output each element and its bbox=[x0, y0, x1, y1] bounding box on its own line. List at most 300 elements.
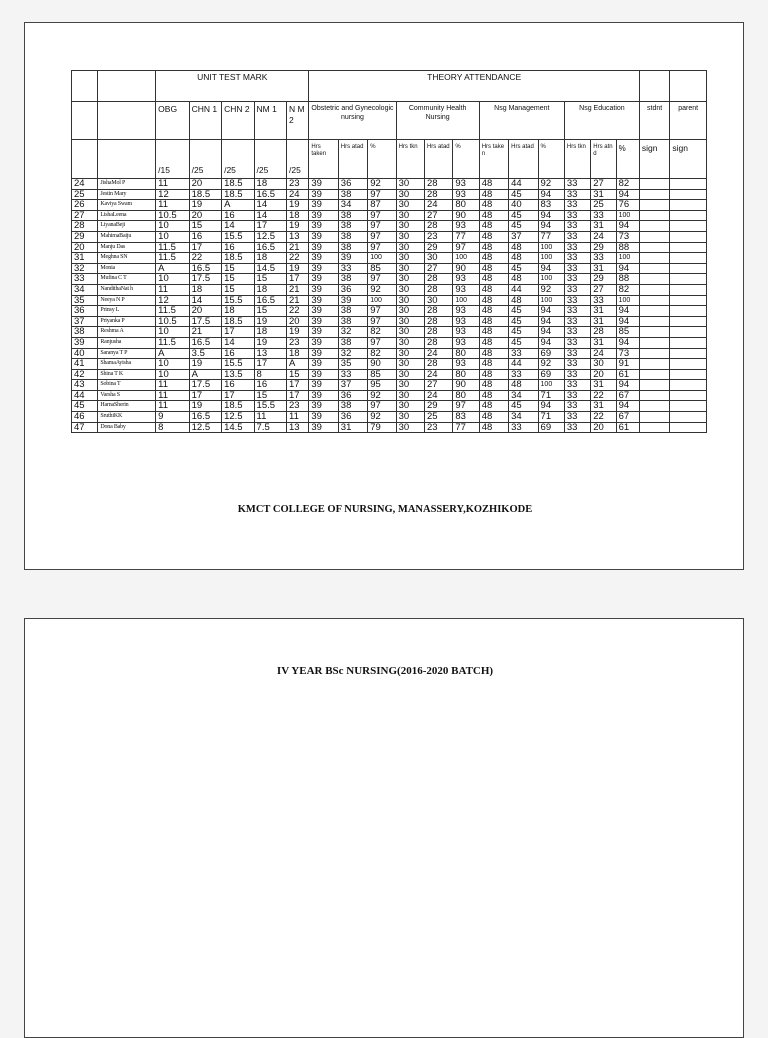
subject-header: N M 2 bbox=[287, 102, 309, 140]
attendance-cell: 38 bbox=[338, 189, 367, 200]
attendance-cell: 39 bbox=[309, 231, 338, 242]
attendance-cell: 39 bbox=[309, 401, 338, 412]
student-sign-cell bbox=[639, 401, 669, 412]
attendance-cell: 100 bbox=[453, 253, 479, 264]
attendance-cell: 27 bbox=[424, 263, 452, 274]
mark-cell: 19 bbox=[254, 316, 286, 327]
mark-cell: 18 bbox=[254, 179, 286, 190]
mark-cell: 12 bbox=[156, 295, 189, 306]
attendance-cell: 48 bbox=[479, 337, 508, 348]
attendance-cell: 28 bbox=[424, 359, 452, 370]
mark-cell: 15.5 bbox=[222, 231, 254, 242]
attendance-cell: 28 bbox=[424, 337, 452, 348]
document-page-1 bbox=[24, 22, 744, 570]
attendance-cell: 94 bbox=[616, 401, 639, 412]
mark-cell: 15 bbox=[254, 306, 286, 317]
attendance-cell: 33 bbox=[564, 422, 590, 433]
attendance-cell: 48 bbox=[479, 253, 508, 264]
attendance-cell: 39 bbox=[309, 380, 338, 391]
parent-sign-cell bbox=[670, 295, 707, 306]
attendance-cell: 33 bbox=[564, 221, 590, 232]
serial-number: 37 bbox=[72, 316, 98, 327]
attendance-cell: 31 bbox=[591, 337, 616, 348]
mark-cell: 15 bbox=[222, 284, 254, 295]
student-sign-cell bbox=[639, 412, 669, 423]
attendance-cell: 48 bbox=[509, 253, 538, 264]
mark-cell: 17.5 bbox=[189, 316, 221, 327]
attendance-cell: 29 bbox=[424, 242, 452, 253]
mark-cell: 10 bbox=[156, 221, 189, 232]
subject-header: NM 1 bbox=[254, 102, 286, 140]
student-name: MahimaBaiju bbox=[98, 231, 156, 242]
attendance-cell: 30 bbox=[396, 422, 424, 433]
sub-header: Hrs atad bbox=[509, 140, 538, 179]
mark-cell: 17 bbox=[254, 221, 286, 232]
attendance-cell: 30 bbox=[396, 359, 424, 370]
attendance-cell: 93 bbox=[453, 221, 479, 232]
attendance-cell: 39 bbox=[309, 306, 338, 317]
mark-cell: 9 bbox=[156, 412, 189, 423]
attendance-cell: 80 bbox=[453, 348, 479, 359]
attendance-cell: 31 bbox=[591, 401, 616, 412]
attendance-cell: 48 bbox=[479, 189, 508, 200]
attendance-cell: 33 bbox=[564, 210, 590, 221]
student-name: LiyanaBeji bbox=[98, 221, 156, 232]
attendance-cell: 94 bbox=[616, 306, 639, 317]
attendance-cell: 31 bbox=[591, 306, 616, 317]
attendance-cell: 30 bbox=[396, 390, 424, 401]
batch-title: IV YEAR BSc NURSING(2016-2020 BATCH) bbox=[276, 665, 494, 677]
marks-attendance-table bbox=[71, 70, 707, 433]
student-name: Neeya N P bbox=[98, 295, 156, 306]
attendance-cell: 33 bbox=[564, 179, 590, 190]
serial-number: 38 bbox=[72, 327, 98, 338]
attendance-cell: 33 bbox=[564, 189, 590, 200]
attendance-cell: 82 bbox=[616, 284, 639, 295]
student-sign-cell bbox=[639, 274, 669, 285]
attendance-cell: 48 bbox=[509, 242, 538, 253]
attendance-cell: 45 bbox=[509, 189, 538, 200]
attendance-cell: 34 bbox=[338, 200, 367, 211]
attendance-cell: 32 bbox=[338, 327, 367, 338]
parent-sign-cell bbox=[670, 263, 707, 274]
serial-number: 46 bbox=[72, 412, 98, 423]
sub-header: Hrs atad bbox=[338, 140, 367, 179]
parent-sign-cell bbox=[670, 369, 707, 380]
attendance-cell: 48 bbox=[479, 200, 508, 211]
attendance-cell: 33 bbox=[564, 263, 590, 274]
mark-cell: 15 bbox=[222, 263, 254, 274]
attendance-cell: 33 bbox=[564, 327, 590, 338]
attendance-cell: 48 bbox=[479, 210, 508, 221]
student-name: Shina T K bbox=[98, 369, 156, 380]
attendance-cell: 92 bbox=[368, 179, 396, 190]
attendance-cell: 97 bbox=[453, 242, 479, 253]
attendance-cell: 97 bbox=[368, 401, 396, 412]
student-sign-cell bbox=[639, 348, 669, 359]
student-name: Dona Baby bbox=[98, 422, 156, 433]
attendance-cell: 83 bbox=[453, 412, 479, 423]
student-sign-cell bbox=[639, 295, 669, 306]
attendance-cell: 24 bbox=[424, 390, 452, 401]
attendance-cell: 33 bbox=[564, 316, 590, 327]
attendance-cell: 33 bbox=[338, 369, 367, 380]
table-row bbox=[72, 348, 707, 359]
parent-sign-cell bbox=[670, 231, 707, 242]
mark-cell: 12 bbox=[156, 189, 189, 200]
mark-cell: 17 bbox=[222, 327, 254, 338]
mark-cell: 15 bbox=[254, 274, 286, 285]
attendance-cell: 33 bbox=[564, 380, 590, 391]
table-row bbox=[72, 253, 707, 264]
mark-cell: 15.5 bbox=[254, 401, 286, 412]
attendance-cell: 82 bbox=[616, 179, 639, 190]
student-sign-cell bbox=[639, 316, 669, 327]
attendance-cell: 48 bbox=[509, 295, 538, 306]
max-mark: /25 bbox=[254, 140, 286, 179]
attendance-cell: 92 bbox=[368, 284, 396, 295]
parent-sign-cell bbox=[670, 210, 707, 221]
mark-cell: 14.5 bbox=[222, 422, 254, 433]
mark-cell: 17.5 bbox=[189, 274, 221, 285]
attendance-cell: 23 bbox=[424, 422, 452, 433]
student-name: LishaLeena bbox=[98, 210, 156, 221]
attendance-cell: 31 bbox=[591, 263, 616, 274]
mark-cell: 18 bbox=[287, 348, 309, 359]
attendance-cell: 35 bbox=[338, 359, 367, 370]
mark-cell: 20 bbox=[189, 210, 221, 221]
attendance-cell: 33 bbox=[564, 253, 590, 264]
attendance-cell: 83 bbox=[538, 200, 564, 211]
table-row bbox=[72, 422, 707, 433]
group-header: Nsg Education bbox=[564, 102, 639, 140]
attendance-cell: 76 bbox=[616, 200, 639, 211]
attendance-cell: 38 bbox=[338, 306, 367, 317]
attendance-cell: 38 bbox=[338, 337, 367, 348]
sub-header: Hrs taken bbox=[309, 140, 338, 179]
mark-cell: 15 bbox=[254, 390, 286, 401]
mark-cell: 11.5 bbox=[156, 306, 189, 317]
table-row bbox=[72, 231, 707, 242]
table-row bbox=[72, 263, 707, 274]
attendance-cell: 100 bbox=[616, 210, 639, 221]
mark-cell: A bbox=[156, 348, 189, 359]
attendance-cell: 94 bbox=[538, 337, 564, 348]
attendance-cell: 30 bbox=[396, 348, 424, 359]
mark-cell: 14 bbox=[222, 221, 254, 232]
attendance-cell: 45 bbox=[509, 401, 538, 412]
mark-cell: 16.5 bbox=[254, 295, 286, 306]
attendance-cell: 27 bbox=[591, 284, 616, 295]
attendance-cell: 30 bbox=[591, 359, 616, 370]
attendance-cell: 38 bbox=[338, 210, 367, 221]
attendance-cell: 28 bbox=[424, 221, 452, 232]
student-sign-cell bbox=[639, 221, 669, 232]
attendance-cell: 97 bbox=[368, 221, 396, 232]
attendance-cell: 30 bbox=[396, 369, 424, 380]
attendance-cell: 80 bbox=[453, 369, 479, 380]
college-name: KMCT COLLEGE OF NURSING, MANASSERY,KOZHIKODE bbox=[237, 504, 533, 515]
attendance-cell: 39 bbox=[309, 390, 338, 401]
student-name: NandithaNat h bbox=[98, 284, 156, 295]
serial-number: 25 bbox=[72, 189, 98, 200]
mark-cell: A bbox=[222, 200, 254, 211]
parent-header: parent bbox=[670, 102, 707, 140]
attendance-cell: 100 bbox=[538, 274, 564, 285]
attendance-cell: 25 bbox=[591, 200, 616, 211]
attendance-cell: 93 bbox=[453, 189, 479, 200]
attendance-cell: 100 bbox=[453, 295, 479, 306]
attendance-cell: 30 bbox=[396, 200, 424, 211]
attendance-cell: 44 bbox=[509, 359, 538, 370]
attendance-cell: 100 bbox=[538, 242, 564, 253]
sub-header: % bbox=[368, 140, 396, 179]
mark-cell: 19 bbox=[254, 337, 286, 348]
attendance-cell: 93 bbox=[453, 337, 479, 348]
attendance-cell: 36 bbox=[338, 412, 367, 423]
attendance-cell: 61 bbox=[616, 422, 639, 433]
parent-sign-cell bbox=[670, 242, 707, 253]
attendance-cell: 38 bbox=[338, 242, 367, 253]
serial-number: 34 bbox=[72, 284, 98, 295]
student-sign-cell bbox=[639, 390, 669, 401]
attendance-cell: 33 bbox=[509, 348, 538, 359]
attendance-cell: 20 bbox=[591, 369, 616, 380]
student-name: Saranya T P bbox=[98, 348, 156, 359]
stdnt-header: stdnt bbox=[639, 102, 669, 140]
attendance-cell: 33 bbox=[509, 422, 538, 433]
attendance-cell: 34 bbox=[509, 412, 538, 423]
attendance-cell: 30 bbox=[424, 295, 452, 306]
attendance-cell: 85 bbox=[368, 369, 396, 380]
mark-cell: 18 bbox=[254, 253, 286, 264]
mark-cell: 10 bbox=[156, 231, 189, 242]
mark-cell: 22 bbox=[287, 253, 309, 264]
mark-cell: 19 bbox=[287, 327, 309, 338]
attendance-cell: 28 bbox=[424, 274, 452, 285]
serial-number: 47 bbox=[72, 422, 98, 433]
attendance-cell: 33 bbox=[564, 401, 590, 412]
student-name: HarnaSherin bbox=[98, 401, 156, 412]
attendance-cell: 45 bbox=[509, 210, 538, 221]
serial-number: 43 bbox=[72, 380, 98, 391]
attendance-cell: 97 bbox=[368, 189, 396, 200]
attendance-cell: 82 bbox=[368, 327, 396, 338]
attendance-cell: 94 bbox=[616, 263, 639, 274]
mark-cell: 11 bbox=[156, 401, 189, 412]
attendance-cell: 39 bbox=[338, 253, 367, 264]
sub-header: Hrs tkn bbox=[396, 140, 424, 179]
attendance-cell: 93 bbox=[453, 306, 479, 317]
mark-cell: 3.5 bbox=[189, 348, 221, 359]
attendance-cell: 38 bbox=[338, 221, 367, 232]
mark-cell: 18 bbox=[287, 210, 309, 221]
mark-cell: 12.5 bbox=[189, 422, 221, 433]
parent-sign-cell bbox=[670, 200, 707, 211]
attendance-cell: 30 bbox=[396, 412, 424, 423]
mark-cell: 8 bbox=[156, 422, 189, 433]
mark-cell: 18.5 bbox=[222, 316, 254, 327]
serial-number: 39 bbox=[72, 337, 98, 348]
student-sign-cell bbox=[639, 179, 669, 190]
mark-cell: 10 bbox=[156, 327, 189, 338]
mark-cell: 20 bbox=[189, 179, 221, 190]
attendance-cell: 22 bbox=[591, 412, 616, 423]
attendance-cell: 45 bbox=[509, 337, 538, 348]
attendance-cell: 73 bbox=[616, 231, 639, 242]
table-row bbox=[72, 200, 707, 211]
attendance-cell: 93 bbox=[453, 274, 479, 285]
parent-sign-cell bbox=[670, 274, 707, 285]
document-page-2 bbox=[24, 618, 744, 1038]
attendance-cell: 33 bbox=[591, 295, 616, 306]
attendance-cell: 44 bbox=[509, 284, 538, 295]
mark-cell: 19 bbox=[287, 221, 309, 232]
attendance-cell: 32 bbox=[338, 348, 367, 359]
attendance-cell: 33 bbox=[564, 284, 590, 295]
attendance-cell: 28 bbox=[591, 327, 616, 338]
mark-cell: 17 bbox=[222, 390, 254, 401]
subject-header: CHN 2 bbox=[222, 102, 254, 140]
mark-cell: 16.5 bbox=[254, 189, 286, 200]
mark-cell: 16 bbox=[222, 242, 254, 253]
attendance-cell: 36 bbox=[338, 179, 367, 190]
student-name: Priyanka P bbox=[98, 316, 156, 327]
attendance-cell: 27 bbox=[424, 380, 452, 391]
student-name: JishaMol P bbox=[98, 179, 156, 190]
mark-cell: 14 bbox=[254, 210, 286, 221]
mark-cell: 19 bbox=[189, 200, 221, 211]
parent-sign-cell bbox=[670, 337, 707, 348]
table-row bbox=[72, 210, 707, 221]
attendance-cell: 30 bbox=[396, 263, 424, 274]
attendance-cell: 95 bbox=[368, 380, 396, 391]
attendance-cell: 39 bbox=[309, 242, 338, 253]
attendance-cell: 30 bbox=[396, 380, 424, 391]
attendance-cell: 30 bbox=[424, 253, 452, 264]
attendance-cell: 37 bbox=[338, 380, 367, 391]
attendance-cell: 87 bbox=[368, 200, 396, 211]
student-name: Kaviya Swam bbox=[98, 200, 156, 211]
max-mark: /25 bbox=[222, 140, 254, 179]
attendance-cell: 31 bbox=[591, 380, 616, 391]
attendance-cell: 100 bbox=[616, 295, 639, 306]
mark-cell: 23 bbox=[287, 337, 309, 348]
mark-cell: 11.5 bbox=[156, 337, 189, 348]
mark-cell: 21 bbox=[189, 327, 221, 338]
attendance-cell: 39 bbox=[309, 316, 338, 327]
mark-cell: 7.5 bbox=[254, 422, 286, 433]
mark-cell: A bbox=[156, 263, 189, 274]
mark-cell: 11 bbox=[254, 412, 286, 423]
attendance-cell: 38 bbox=[338, 231, 367, 242]
attendance-cell: 39 bbox=[309, 337, 338, 348]
mark-cell: 10 bbox=[156, 369, 189, 380]
mark-cell: 23 bbox=[287, 179, 309, 190]
mark-cell: 11 bbox=[287, 412, 309, 423]
attendance-cell: 48 bbox=[479, 231, 508, 242]
mark-cell: 19 bbox=[287, 263, 309, 274]
attendance-cell: 30 bbox=[396, 327, 424, 338]
serial-number: 28 bbox=[72, 221, 98, 232]
attendance-cell: 39 bbox=[309, 189, 338, 200]
attendance-cell: 39 bbox=[309, 284, 338, 295]
attendance-cell: 97 bbox=[368, 242, 396, 253]
theory-attendance-heading: THEORY ATTENDANCE bbox=[309, 71, 640, 102]
attendance-cell: 39 bbox=[309, 221, 338, 232]
attendance-cell: 48 bbox=[479, 422, 508, 433]
attendance-cell: 48 bbox=[479, 359, 508, 370]
attendance-cell: 27 bbox=[424, 210, 452, 221]
mark-cell: 13 bbox=[287, 231, 309, 242]
max-mark: /25 bbox=[189, 140, 221, 179]
attendance-cell: 48 bbox=[509, 380, 538, 391]
attendance-cell: 36 bbox=[338, 284, 367, 295]
parent-sign-cell bbox=[670, 253, 707, 264]
table-row bbox=[72, 337, 707, 348]
mark-cell: 13.5 bbox=[222, 369, 254, 380]
mark-cell: 11.5 bbox=[156, 242, 189, 253]
attendance-cell: 77 bbox=[453, 231, 479, 242]
attendance-cell: 33 bbox=[564, 348, 590, 359]
attendance-cell: 22 bbox=[591, 390, 616, 401]
student-name: Prinsy L bbox=[98, 306, 156, 317]
attendance-cell: 94 bbox=[538, 189, 564, 200]
attendance-cell: 88 bbox=[616, 274, 639, 285]
attendance-cell: 28 bbox=[424, 306, 452, 317]
student-sign-cell bbox=[639, 380, 669, 391]
attendance-cell: 94 bbox=[538, 221, 564, 232]
attendance-cell: 39 bbox=[309, 274, 338, 285]
attendance-cell: 30 bbox=[396, 231, 424, 242]
sub-header: Hrs tkn bbox=[564, 140, 590, 179]
mark-cell: 16.5 bbox=[254, 242, 286, 253]
attendance-cell: 80 bbox=[453, 200, 479, 211]
max-mark: /15 bbox=[156, 140, 189, 179]
attendance-cell: 97 bbox=[368, 210, 396, 221]
attendance-cell: 33 bbox=[591, 253, 616, 264]
attendance-cell: 67 bbox=[616, 412, 639, 423]
student-name: ShamaAyisha bbox=[98, 359, 156, 370]
attendance-cell: 39 bbox=[309, 369, 338, 380]
student-name: SruthiKK bbox=[98, 412, 156, 423]
mark-cell: 21 bbox=[287, 242, 309, 253]
attendance-cell: 100 bbox=[538, 295, 564, 306]
mark-cell: 17 bbox=[287, 390, 309, 401]
attendance-cell: 30 bbox=[396, 210, 424, 221]
mark-cell: 18.5 bbox=[189, 189, 221, 200]
table-row bbox=[72, 274, 707, 285]
student-sign-cell bbox=[639, 231, 669, 242]
attendance-cell: 48 bbox=[479, 327, 508, 338]
attendance-cell: 39 bbox=[309, 210, 338, 221]
attendance-cell: 45 bbox=[509, 221, 538, 232]
table-row bbox=[72, 316, 707, 327]
attendance-cell: 48 bbox=[509, 274, 538, 285]
attendance-cell: 69 bbox=[538, 348, 564, 359]
student-sign-cell bbox=[639, 200, 669, 211]
parent-sign-cell bbox=[670, 380, 707, 391]
attendance-cell: 38 bbox=[338, 274, 367, 285]
mark-cell: 15.5 bbox=[222, 295, 254, 306]
attendance-cell: 39 bbox=[309, 200, 338, 211]
sub-header: Hrs take n bbox=[479, 140, 508, 179]
attendance-cell: 45 bbox=[509, 316, 538, 327]
attendance-cell: 48 bbox=[479, 295, 508, 306]
parent-sign-cell bbox=[670, 348, 707, 359]
mark-cell: A bbox=[189, 369, 221, 380]
attendance-cell: 33 bbox=[564, 242, 590, 253]
